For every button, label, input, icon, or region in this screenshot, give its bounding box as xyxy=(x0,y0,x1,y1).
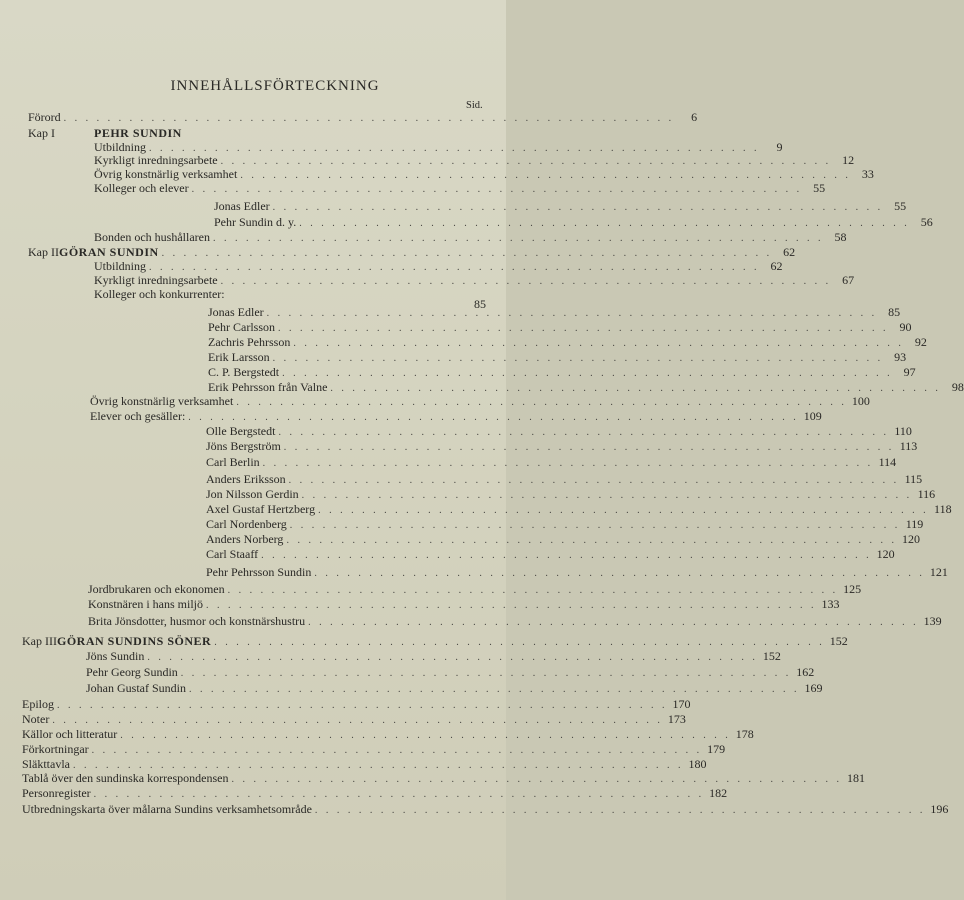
toc-entry xyxy=(88,582,862,596)
page-number: 33 xyxy=(861,167,874,181)
leader-dots: . . . . . . . . . . . . . . . . . . . . . . . . . . . . . . . . . . . . . . . . . . . . . . . . . . . . . . . . xyxy=(73,760,684,771)
toc-entry xyxy=(94,140,783,154)
toc-entry-title: Kolleger och konkurrenter: xyxy=(94,287,225,301)
toc-entry-title: Jonas Edler xyxy=(214,199,270,213)
page-number: 9 xyxy=(776,140,783,154)
page-number: 92 xyxy=(914,335,927,349)
leader-dots: . . . . . . . . . . . . . . . . . . . . . . . . . . . . . . . . . . . . . . . . . . . . . . . . . . . . . . . . xyxy=(149,143,760,154)
page-number: 182 xyxy=(709,786,728,800)
toc-entry xyxy=(94,287,486,301)
page-number: 100 xyxy=(851,394,870,408)
toc-entry xyxy=(94,167,874,181)
page-number: 180 xyxy=(688,757,707,771)
leader-dots: . . . . . . . . . . . . . . . . . . . . . . . . . . . . . . . . . . . . . . . . . . . . . . . . . . . . . . . . xyxy=(214,637,825,648)
chapter-title: GÖRAN SUNDIN xyxy=(58,245,159,259)
leader-dots: . . . . . . . . . . . . . . . . . . . . . . . . . . . . . . . . . . . . . . . . . . . . . . . . . . . . . . . . xyxy=(147,652,758,663)
leader-dots: . . . . . . . . . . . . . . . . . . . . . . . . . . . . . . . . . . . . . . . . . . . . . . . . . . . . . . . . xyxy=(161,248,773,259)
toc-entry xyxy=(22,802,949,816)
toc-entry-title: Förkortningar xyxy=(22,742,89,756)
toc-entry xyxy=(90,409,822,423)
toc-entry xyxy=(206,439,918,453)
leader-dots: . . . . . . . . . . . . . . . . . . . . . . . . . . . . . . . . . . . . . . . . . . . . . . . . . . . . . . . . xyxy=(189,684,800,695)
toc-entry xyxy=(440,297,486,311)
leader-dots: . . . . . . . . . . . . . . . . . . . . . . . . . . . . . . . . . . . . . . . . . . . . . . . . . . . . . . . . xyxy=(330,383,941,394)
toc-entry-title: Jonas Edler xyxy=(208,305,264,319)
leader-dots: . . . . . . . . . . . . . . . . . . . . . . . . . . . . . . . . . . . . . . . . . . . . . . . . . . . . . . . . xyxy=(289,520,901,531)
toc-entry-title: Epilog xyxy=(22,697,54,711)
toc-entry-title: Jordbrukaren och ekonomen xyxy=(88,582,225,596)
toc-entry-title: Övrig konstnärlig verksamhet xyxy=(94,167,238,181)
page-number: 90 xyxy=(899,320,912,334)
page-number: 110 xyxy=(894,424,912,438)
page-number: 173 xyxy=(667,712,686,726)
page-number: 56 xyxy=(920,215,933,229)
leader-dots: . . . . . . . . . . . . . . . . . . . . . . . . . . . . . . . . . . . . . . . . . . . . . . . . . . . . . . . . xyxy=(220,156,832,167)
page-number: 162 xyxy=(796,665,815,679)
toc-entry-title: Anders Eriksson xyxy=(206,472,286,486)
toc-entry xyxy=(22,712,686,726)
page-number: 125 xyxy=(843,582,862,596)
toc-entry xyxy=(28,110,698,124)
leader-dots: . . . . . . . . . . . . . . . . . . . . . . . . . . . . . . . . . . . . . . . . . . . . . . . . . . . . . . . . xyxy=(272,202,884,213)
toc-entry-title: Pehr Carlsson xyxy=(208,320,275,334)
toc-entry xyxy=(94,230,847,244)
toc-entry-title: Jöns Bergström xyxy=(206,439,281,453)
page-number: 133 xyxy=(821,597,840,611)
toc-entry-title: Tablå över den sundinska korrespondensen xyxy=(22,771,229,785)
leader-dots: . . . . . . . . . . . . . . . . . . . . . . . . . . . . . . . . . . . . . . . . . . . . . . . . . . . . . . . . xyxy=(318,505,929,516)
leader-dots: . . . . . . . . . . . . . . . . . . . . . . . . . . . . . . . . . . . . . . . . . . . . . . . . . . . . . . . . xyxy=(314,805,926,816)
leader-dots: . . . . . . . . . . . . . . . . . . . . . . . . . . . . . . . . . . . . . . . . . . . . . . . . . . . . . . . . xyxy=(227,585,839,596)
toc-entry-title: Carl Berlin xyxy=(206,455,260,469)
toc-entry xyxy=(94,153,855,167)
leader-dots: . . . . . . . . . . . . . . . . . . . . . . . . . . . . . . . . . . . . . . . . . . . . . . . . . . . . . . . . xyxy=(286,535,897,546)
leader-dots: . . . . . . . . . . . . . . . . . . . . . . . . . . . . . . . . . . . . . . . . . . . . . . . . . . . . . . . . xyxy=(278,323,889,334)
toc-entry-title: Axel Gustaf Hertzberg xyxy=(206,502,316,516)
leader-dots: . . . . . . . . . . . . . . . . . . . . . . . . . . . . . . . . . . . . . . . . . . . . . . . . . . . . . . . . xyxy=(278,427,889,438)
toc-entry xyxy=(86,649,781,663)
toc-entry-title: Förord xyxy=(28,110,61,124)
toc-entry-title: Zachris Pehrsson xyxy=(208,335,291,349)
toc-entry-title: Kyrkligt inredningsarbete xyxy=(94,273,218,287)
page-number: 6 xyxy=(691,110,698,124)
leader-dots: . . . . . . . . . . . . . . . . . . . . . . . . . . . . . . . . . . . . . . . . . . . . . . . . . . . . . . . . xyxy=(261,550,872,561)
page-number: 139 xyxy=(923,614,942,628)
toc-entry xyxy=(206,517,924,531)
toc-entry-title: Erik Pehrsson från Valne xyxy=(208,380,328,394)
leader-dots: . . . . . . . . . . . . . . . . . . . . . . . . . . . . . . . . . . . . . . . . . . . . . . . . . . . . . . . . xyxy=(120,730,731,741)
leader-dots: . . . . . . . . . . . . . . . . . . . . . . . . . . . . . . . . . . . . . . . . . . . . . . . . . . . . . . . . xyxy=(220,276,832,287)
leader-dots: . . . . . . . . . . . . . . . . . . . . . . . . . . . . . . . . . . . . . . . . . . . . . . . . . . . . . . . . xyxy=(205,600,817,611)
page-number: 62 xyxy=(770,259,783,273)
leader-dots: . . . . . . . . . . . . . . . . . . . . . . . . . . . . . . . . . . . . . . . . . . . . . . . . . . . . . . . . xyxy=(288,475,900,486)
page-number: 181 xyxy=(846,771,865,785)
toc-entry xyxy=(206,455,897,469)
toc-entry xyxy=(208,380,964,394)
leader-dots: . . . . . . . . . . . . . . . . . . . . . . . . . . . . . . . . . . . . . . . . . . . . . . . . . . . . . . . . xyxy=(240,170,851,181)
toc-entry-title: Personregister xyxy=(22,786,91,800)
page-number: 114 xyxy=(878,455,897,469)
toc-entry xyxy=(90,394,870,408)
page-number: 97 xyxy=(903,365,916,379)
page-column-label: Sid. xyxy=(466,100,483,111)
toc-entry-title: Noter xyxy=(22,712,50,726)
page-number: 120 xyxy=(901,532,920,546)
leader-dots: . . . . . . . . . . . . . . . . . . . . . . . . . . . . . . . . . . . . . . . . . . . . . . . . . . . . . . . . xyxy=(314,568,925,579)
leader-dots: . . . . . . . . . . . . . . . . . . . . . . . . . . . . . . . . . . . . . . . . . . . . . . . . . . . . . . . . xyxy=(272,353,884,364)
toc-entry-title: Pehr Pehrsson Sundin xyxy=(206,565,312,579)
leader-dots: . . . . . . . . . . . . . . . . . . . . . . . . . . . . . . . . . . . . . . . . . . . . . . . . . . . . . . . . xyxy=(212,233,824,244)
toc-entry xyxy=(94,181,826,195)
toc-entry xyxy=(28,245,796,259)
toc-entry xyxy=(88,597,840,611)
page-number: 55 xyxy=(813,181,826,195)
toc-entry-title: Johan Gustaf Sundin xyxy=(86,681,186,695)
toc-entry xyxy=(214,215,933,229)
toc-entry-title: Erik Larsson xyxy=(208,350,270,364)
toc-entry xyxy=(206,565,948,579)
leader-dots: . . . . . . . . . . . . . . . . . . . . . . . . . . . . . . . . . . . . . . . . . . . . . . . . . . . . . . . . xyxy=(282,368,893,379)
toc-entry xyxy=(206,487,936,501)
page-number: 169 xyxy=(804,681,823,695)
page-number: 113 xyxy=(899,439,918,453)
leader-dots: . . . . . . . . . . . . . . . . . . . . . . . . . . . . . . . . . . . . . . . . . . . . . . . . . . . . . . . . xyxy=(236,397,847,408)
toc-entry xyxy=(28,126,486,140)
page-number: 196 xyxy=(930,802,949,816)
page-number: 85 xyxy=(474,297,486,311)
chapter-number: Kap II xyxy=(28,245,59,259)
page-number: 178 xyxy=(735,727,754,741)
leader-dots: . . . . . . . . . . . . . . . . . . . . . . . . . . . . . . . . . . . . . . . . . . . . . . . . . . . . . . . . xyxy=(231,774,842,785)
toc-entry-title: Utbredningskarta över målarna Sundins verksamhetsområde xyxy=(22,802,312,816)
page-number: 98 xyxy=(951,380,964,394)
toc-entry-title: Bonden och hushållaren xyxy=(94,230,210,244)
page-number: 109 xyxy=(803,409,822,423)
page-number: 121 xyxy=(929,565,948,579)
page-number: 170 xyxy=(672,697,691,711)
toc-entry xyxy=(86,681,823,695)
toc-entry xyxy=(88,614,942,628)
toc-entry xyxy=(208,350,907,364)
toc-entry-title: Anders Norberg xyxy=(206,532,284,546)
toc-entry-title: Carl Staaff xyxy=(206,547,259,561)
toc-entry xyxy=(22,727,754,741)
toc-entry-title: Brita Jönsdotter, husmor och konstnärshustru xyxy=(88,614,306,628)
page-number: 116 xyxy=(917,487,936,501)
leader-dots: . . . . . . . . . . . . . . . . . . . . . . . . . . . . . . . . . . . . . . . . . . . . . . . . . . . . . . . . xyxy=(63,113,675,124)
leader-dots: . . . . . . . . . . . . . . . . . . . . . . . . . . . . . . . . . . . . . . . . . . . . . . . . . . . . . . . . xyxy=(188,412,799,423)
toc-entry-title: C. P. Bergstedt xyxy=(208,365,280,379)
leader-dots: . . . . . . . . . . . . . . . . . . . . . . . . . . . . . . . . . . . . . . . . . . . . . . . . . . . . . . . . xyxy=(262,458,874,469)
leader-dots: . . . . . . . . . . . . . . . . . . . . . . . . . . . . . . . . . . . . . . . . . . . . . . . . . . . . . . . . xyxy=(180,668,792,679)
toc-entry xyxy=(214,199,907,213)
toc-entry xyxy=(208,365,916,379)
toc-entry xyxy=(206,547,895,561)
leader-dots: . . . . . . . . . . . . . . . . . . . . . . . . . . . . . . . . . . . . . . . . . . . . . . . . . . . . . . . . xyxy=(93,789,705,800)
page-number: 152 xyxy=(762,649,781,663)
page-number: 152 xyxy=(829,634,848,648)
toc-entry xyxy=(206,502,952,516)
chapter-number: Kap I xyxy=(28,126,55,140)
toc-entry xyxy=(208,320,912,334)
page-number: 58 xyxy=(834,230,847,244)
leader-dots: . . . . . . . . . . . . . . . . . . . . . . . . . . . . . . . . . . . . . . . . . . . . . . . . . . . . . . . . xyxy=(149,262,760,273)
page-number: 62 xyxy=(783,245,796,259)
page-title: INNEHÅLLSFÖRTECKNING xyxy=(170,78,380,94)
chapter-title: PEHR SUNDIN xyxy=(94,126,182,140)
page-number: 115 xyxy=(904,472,923,486)
leader-dots: . . . . . . . . . . . . . . . . . . . . . . . . . . . . . . . . . . . . . . . . . . . . . . . . . . . . . . . . xyxy=(52,715,663,726)
page-number: 119 xyxy=(905,517,924,531)
leader-dots: . . . . . . . . . . . . . . . . . . . . . . . . . . . . . . . . . . . . . . . . . . . . . . . . . . . . . . . . xyxy=(299,218,910,229)
toc-entry-title: Jon Nilsson Gerdin xyxy=(206,487,299,501)
toc-entry-title: Konstnären i hans miljö xyxy=(88,597,203,611)
toc-entry-title: Källor och litteratur xyxy=(22,727,118,741)
leader-dots: . . . . . . . . . . . . . . . . . . . . . . . . . . . . . . . . . . . . . . . . . . . . . . . . . . . . . . . . xyxy=(293,338,904,349)
toc-entry xyxy=(206,424,912,438)
leader-dots: . . . . . . . . . . . . . . . . . . . . . . . . . . . . . . . . . . . . . . . . . . . . . . . . . . . . . . . . xyxy=(57,700,668,711)
toc-entry-title: Jöns Sundin xyxy=(86,649,145,663)
toc-entry-title: Pehr Sundin d. y. xyxy=(214,215,297,229)
page-number: 179 xyxy=(707,742,726,756)
leader-dots: . . . . . . . . . . . . . . . . . . . . . . . . . . . . . . . . . . . . . . . . . . . . . . . . . . . . . . . . xyxy=(308,617,919,628)
toc-entry xyxy=(206,532,920,546)
toc-entry xyxy=(86,665,815,679)
toc-entry xyxy=(22,786,728,800)
page-number: 85 xyxy=(888,305,901,319)
toc-entry-title: Övrig konstnärlig verksamhet xyxy=(90,394,234,408)
leader-dots: . . . . . . . . . . . . . . . . . . . . . . . . . . . . . . . . . . . . . . . . . . . . . . . . . . . . . . . . xyxy=(301,490,913,501)
toc-entry xyxy=(22,771,865,785)
toc-entry-title: Elever och gesäller: xyxy=(90,409,186,423)
leader-dots: . . . . . . . . . . . . . . . . . . . . . . . . . . . . . . . . . . . . . . . . . . . . . . . . . . . . . . . . xyxy=(283,442,895,453)
chapter-number: Kap III xyxy=(22,634,57,648)
toc-entry-title: Olle Bergstedt xyxy=(206,424,276,438)
toc-entry-title: Utbildning xyxy=(94,140,147,154)
page-number: 93 xyxy=(894,350,907,364)
toc-entry xyxy=(22,742,726,756)
page-number: 55 xyxy=(894,199,907,213)
toc-entry xyxy=(208,335,927,349)
toc-entry-title: Pehr Georg Sundin xyxy=(86,665,178,679)
toc-entry xyxy=(22,634,848,648)
leader-dots: . . . . . . . . . . . . . . . . . . . . . . . . . . . . . . . . . . . . . . . . . . . . . . . . . . . . . . . . xyxy=(191,184,803,195)
toc-entry-title: Carl Nordenberg xyxy=(206,517,287,531)
toc-entry-title: Kyrkligt inredningsarbete xyxy=(94,153,218,167)
toc-entry-title: Kolleger och elever xyxy=(94,181,189,195)
toc-entry xyxy=(22,757,707,771)
page-number: 67 xyxy=(842,273,855,287)
chapter-title: GÖRAN SUNDINS SÖNER xyxy=(56,634,212,648)
leader-dots: . . . . . . . . . . . . . . . . . . . . . . . . . . . . . . . . . . . . . . . . . . . . . . . . . . . . . . . . xyxy=(266,308,878,319)
toc-entry xyxy=(22,697,691,711)
toc-entry xyxy=(94,273,855,287)
toc-entry xyxy=(94,259,783,273)
page-number: 12 xyxy=(842,153,855,167)
toc-entry-title: Släkttavla xyxy=(22,757,70,771)
page-number: 118 xyxy=(934,502,952,516)
toc-entry-title: Utbildning xyxy=(94,259,147,273)
leader-dots: . . . . . . . . . . . . . . . . . . . . . . . . . . . . . . . . . . . . . . . . . . . . . . . . . . . . . . . . xyxy=(91,745,703,756)
toc-entry xyxy=(206,472,923,486)
page-number: 120 xyxy=(876,547,895,561)
